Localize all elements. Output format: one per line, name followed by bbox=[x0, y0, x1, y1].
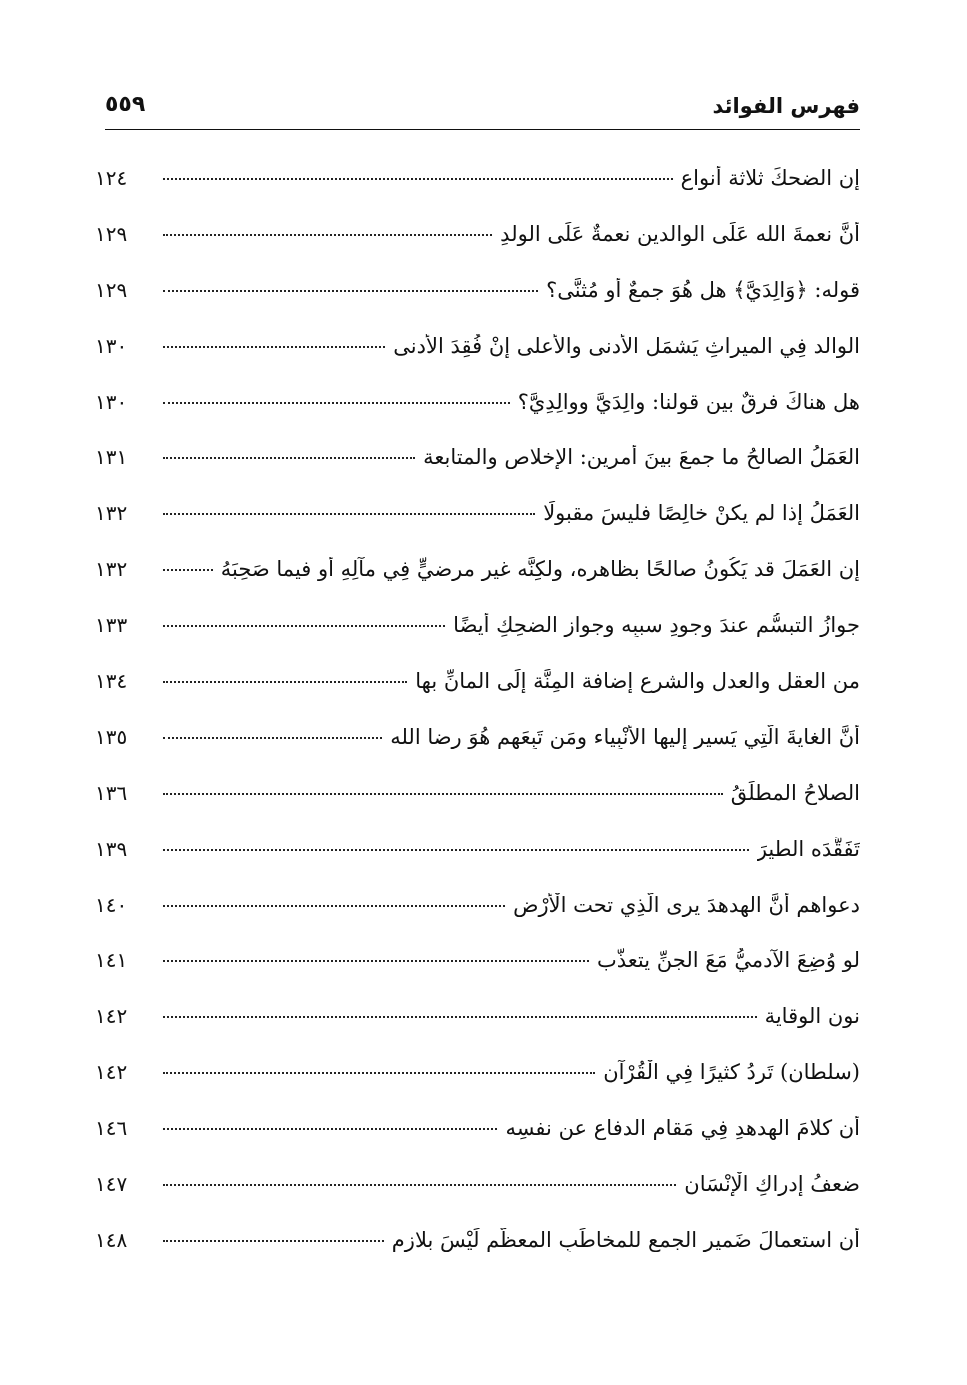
dot-leader bbox=[163, 849, 749, 851]
entry-title: الوالد فِي الميراثِ يَشمَل الأدنى والأعلى إنْ فُقِدَ الأدنى bbox=[393, 333, 860, 358]
entry-page-number: ١٤٧ bbox=[95, 1172, 128, 1197]
entry-title: جوازُ التبسُّمِ عندَ وجودِ سببِه وجواز الضحِكِ أيضًا bbox=[453, 613, 860, 638]
index-entry bbox=[95, 557, 860, 613]
index-entry bbox=[95, 1004, 860, 1060]
entry-title: تَفَقُّدَه الطيرَ bbox=[756, 836, 860, 861]
dot-leader bbox=[163, 1184, 676, 1186]
entry-title: العَمَلُ إذا لم يكنْ خالِصًا فليسَ مقبولًا bbox=[543, 501, 860, 526]
entry-page-number: ١٣٠ bbox=[95, 389, 128, 414]
dot-leader bbox=[163, 793, 723, 795]
index-entry bbox=[95, 501, 860, 557]
index-entry bbox=[95, 1116, 860, 1172]
index-entry bbox=[95, 278, 860, 334]
entry-page-number: ١٣٤ bbox=[95, 669, 128, 694]
index-entry bbox=[95, 166, 860, 222]
entry-title: أن استعمالَ ضَميرِ الجمعِ للمخاطَبِ المعظَّم لَيْسَ بلازمٍ bbox=[391, 1227, 860, 1252]
header-divider bbox=[105, 129, 860, 130]
dot-leader bbox=[163, 346, 385, 348]
page-number: ٥٥٩ bbox=[105, 92, 146, 117]
entry-title: العَمَلُ الصالحُ ما جمعَ بينَ أمرينِ: الإخلاص والمتابعة bbox=[423, 445, 860, 470]
entry-page-number: ١٤٢ bbox=[95, 1060, 128, 1085]
index-entry bbox=[95, 669, 860, 725]
entry-page-number: ١٣٥ bbox=[95, 724, 128, 749]
entry-page-number: ١٤٨ bbox=[95, 1227, 128, 1252]
entry-page-number: ١٣٢ bbox=[95, 557, 128, 582]
index-entry bbox=[95, 1228, 860, 1284]
entry-page-number: ١٣٠ bbox=[95, 333, 128, 358]
dot-leader bbox=[163, 178, 673, 180]
entry-page-number: ١٤٦ bbox=[95, 1116, 128, 1141]
entry-page-number: ١٤١ bbox=[95, 948, 128, 973]
index-entry bbox=[95, 893, 860, 949]
entry-page-number: ١٤٠ bbox=[95, 892, 128, 917]
entry-page-number: ١٣٢ bbox=[95, 501, 128, 526]
index-entry bbox=[95, 613, 860, 669]
dot-leader bbox=[163, 513, 535, 515]
entry-title: من العقلِ والعدلِ والشرعِ إضافة المِنَّة إِلَى المانِّ بها bbox=[415, 669, 860, 694]
entry-title: أنَّ نعمةَ الله عَلَى الوالدينِ نعمةٌ عَلَى الولدِ bbox=[500, 221, 860, 246]
dot-leader bbox=[163, 402, 510, 404]
dot-leader bbox=[163, 457, 415, 459]
index-entry bbox=[95, 390, 860, 446]
entry-title: إن العَمَلَ قد يَكُونُ صالحًا بظاهرِه، ولكِنَّه غير مرضيٍّ فِي مآلِهِ أو فيما صَحِبَهُ bbox=[220, 557, 860, 582]
entry-title: أنَّ الغايةَ الَّتِي يَسير إليها الأَنْبِياء ومَن تَبِعَهم هُوَ رضا الله bbox=[390, 724, 860, 749]
entry-title: هل هناكَ فرقٌ بين قولنا: والِدَيَّ ووالِدِيَّ؟ bbox=[517, 389, 860, 414]
entry-page-number: ١٣١ bbox=[95, 445, 128, 470]
index-entry bbox=[95, 837, 860, 893]
entry-page-number: ١٢٩ bbox=[95, 221, 128, 246]
page-title: فهرس الفوائد bbox=[712, 94, 860, 118]
entry-page-number: ١٣٣ bbox=[95, 613, 128, 638]
index-entry bbox=[95, 948, 860, 1004]
dot-leader bbox=[163, 737, 382, 739]
index-entry bbox=[95, 781, 860, 837]
index-entry bbox=[95, 1172, 860, 1228]
entry-page-number: ١٣٩ bbox=[95, 836, 128, 861]
entry-title: لو وُضِعَ الآدميُّ مَعَ الجنِّ يتعذَّب bbox=[597, 948, 860, 973]
dot-leader bbox=[163, 905, 505, 907]
entry-title: (سلطان) تَرِدُ كثيرًا فِي الْقُرْآن bbox=[603, 1060, 860, 1085]
entry-title: أن كلامَ الهدهدِ فِي مَقامِ الدفاعِ عن نفسِه bbox=[505, 1116, 860, 1141]
entry-title: الصلاحُ المطلَقُ bbox=[730, 780, 860, 805]
index-entry bbox=[95, 222, 860, 278]
entry-page-number: ١٢٩ bbox=[95, 277, 128, 302]
dot-leader bbox=[163, 1072, 595, 1074]
dot-leader bbox=[163, 1016, 757, 1018]
dot-leader bbox=[163, 569, 213, 571]
dot-leader bbox=[163, 290, 538, 292]
entry-title: دعواهم أنَّ الهدهدَ يرى الَّذِي تحت الْأَرْض bbox=[513, 892, 860, 917]
entry-page-number: ١٤٢ bbox=[95, 1004, 128, 1029]
index-entry bbox=[95, 445, 860, 501]
entry-title: نون الوِقاية bbox=[764, 1004, 860, 1029]
entry-page-number: ١٣٦ bbox=[95, 780, 128, 805]
index-entry bbox=[95, 725, 860, 781]
index-entry bbox=[95, 334, 860, 390]
entry-page-number: ١٢٤ bbox=[95, 166, 128, 190]
entry-title: إن الضحكَ ثلاثة أنواعٍ bbox=[680, 166, 860, 190]
entry-title: ضعفُ إدراكِ الْإِنْسَان bbox=[684, 1172, 860, 1197]
dot-leader bbox=[163, 625, 445, 627]
dot-leader bbox=[163, 1128, 497, 1130]
dot-leader bbox=[163, 1240, 384, 1242]
index-entry bbox=[95, 1060, 860, 1116]
dot-leader bbox=[163, 234, 492, 236]
index-list bbox=[95, 166, 860, 1284]
dot-leader bbox=[163, 681, 407, 683]
entry-title: قوله: ﴿وَالِدَيَّ﴾ هل هُوَ جمعٌ أو مُثنًّى؟ bbox=[546, 277, 860, 302]
page-header bbox=[105, 88, 860, 130]
dot-leader bbox=[163, 960, 589, 962]
